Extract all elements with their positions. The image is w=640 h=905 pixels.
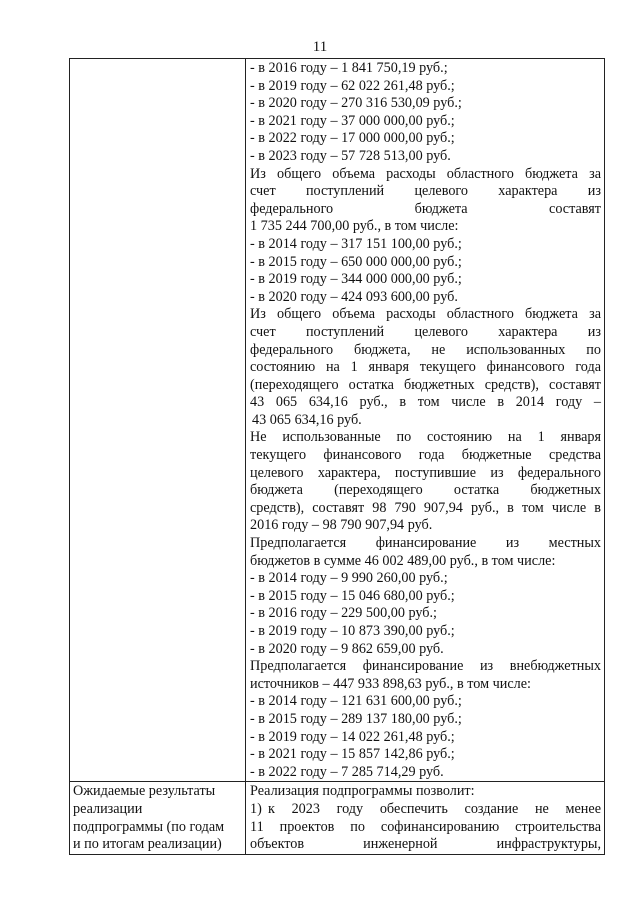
label-line: Ожидаемые результаты [73,783,216,800]
text-line: источников – 447 933 898,63 руб., в том числе: [250,675,531,692]
text-line: - в 2019 году – 344 000 000,00 руб.; [250,271,462,288]
text-line: бюджетов в сумме 46 002 489,00 руб., в том числе: [250,552,556,569]
text-line: к 2023 году обеспечить создание не менее [268,800,601,817]
text-line: - в 2023 году – 57 728 513,00 руб. [250,147,451,164]
text-line: - в 2022 году – 7 285 714,29 руб. [250,763,444,780]
financing-text [246,59,604,781]
text-line: - в 2021 году – 15 857 142,86 руб.; [250,746,455,763]
text-line: 1 735 244 700,00 руб., в том числе: [250,218,459,235]
expected-results-text-cell [246,782,605,854]
text-line: 43 065 634,16 руб., в том числе в 2014 году – [250,394,601,411]
text-line: - в 2015 году – 15 046 680,00 руб.; [250,587,455,604]
text-line: федерального бюджета составят [250,200,601,217]
expected-results-label-cell [70,782,246,854]
financing-text-cell [246,59,605,782]
text-line: - в 2019 году – 62 022 261,48 руб.; [250,77,455,94]
text-line: Не использованные по состоянию на 1 января [250,429,601,446]
list-item-number: 1) [250,800,262,817]
text-line: - в 2015 году – 650 000 000,00 руб.; [250,253,462,270]
text-line: счет поступлений целевого характера из [250,183,601,200]
text-line: Из общего объема расходы областного бюджета за [250,306,601,323]
table-row-expected-results [70,782,605,854]
text-line: средств), составят 98 790 907,94 руб., в том числе в [250,499,601,516]
text-line: федерального бюджета, не использованных по [250,341,601,358]
text-line: - в 2016 году – 229 500,00 руб.; [250,605,437,622]
text-line: (переходящего остатка бюджетных средств), составят [250,376,601,393]
text-line: бюджета (переходящего остатка бюджетных [250,482,601,499]
text-line: - в 2015 году – 289 137 180,00 руб.; [250,710,462,727]
financing-label-cell [70,59,246,782]
text-line: - в 2021 году – 37 000 000,00 руб.; [250,112,455,129]
text-line: - в 2020 году – 9 862 659,00 руб. [250,640,444,657]
text-line: Реализация подпрограммы позволит: [250,783,475,800]
text-line: - в 2016 году – 1 841 750,19 руб.; [250,60,448,76]
text-line: целевого характера, поступившие из федерального [250,464,601,481]
text-line: - в 2014 году – 121 631 600,00 руб.; [250,693,462,710]
page-number: 11 [312,39,328,55]
text-line: счет поступлений целевого характера из [250,323,601,340]
text-line: - в 2020 году – 270 316 530,09 руб.; [250,95,462,112]
text-line: - в 2019 году – 10 873 390,00 руб.; [250,623,455,639]
list-item [250,801,601,819]
text-line: Из общего объема расходы областного бюджета за [250,165,601,182]
label-line: и по итогам реализации) [73,836,222,853]
label-line: реализации [73,800,143,817]
text-line: объектов инженерной инфраструктуры, [250,836,601,853]
label-line: подпрограммы (по годам [73,818,225,835]
subprogram-passport-table [69,58,605,855]
text-line: - в 2014 году – 317 151 100,00 руб.; [250,235,462,252]
text-line: 43 065 634,16 руб. [252,411,362,428]
text-line: Предполагается финансирование из внебюджетных [250,658,601,675]
text-line: - в 2022 году – 17 000 000,00 руб.; [250,130,455,147]
text-line: Предполагается финансирование из местных [250,535,601,552]
text-line: 2016 году – 98 790 907,94 руб. [250,517,433,534]
text-line: - в 2014 году – 9 990 260,00 руб.; [250,570,448,587]
text-line: - в 2019 году – 14 022 261,48 руб.; [250,728,455,745]
text-line: состоянию на 1 января текущего финансового года [250,359,601,376]
text-line: 11 проектов по софинансированию строительства [250,818,601,835]
table-row-financing [70,59,605,782]
text-line: текущего финансового года бюджетные средства [250,447,601,464]
text-line: - в 2020 году – 424 093 600,00 руб. [250,288,458,305]
expected-results-text [246,782,604,853]
expected-results-label [70,782,245,853]
